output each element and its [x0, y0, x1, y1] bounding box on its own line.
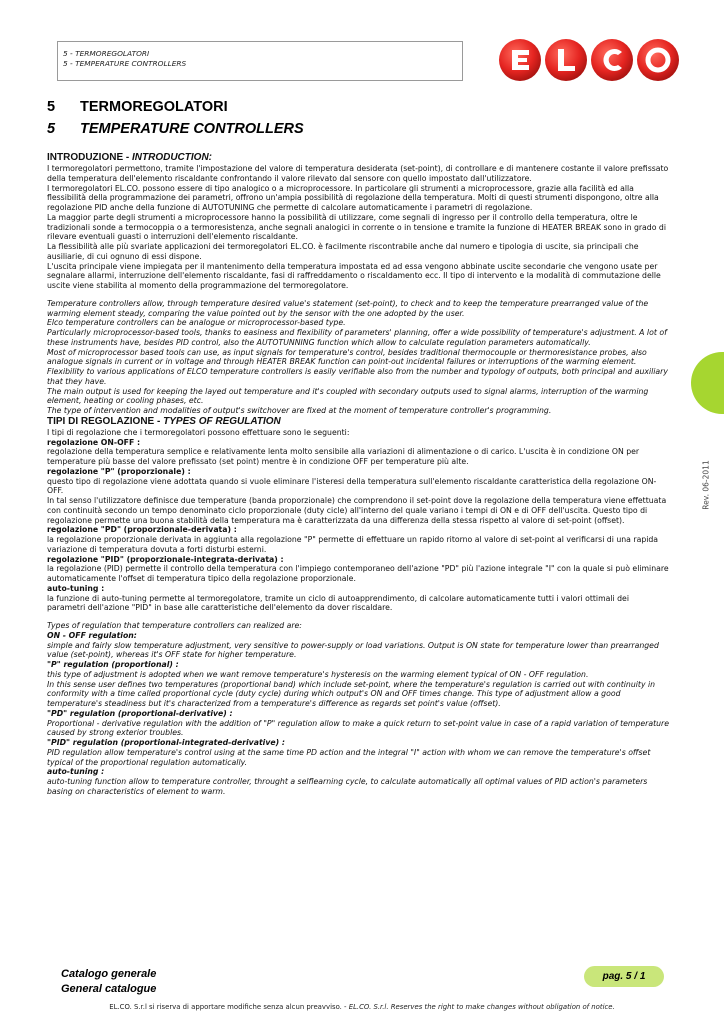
intro-heading-en: INTRODUCTION:: [132, 152, 212, 163]
revision-text: Rev. 06-2011: [701, 460, 711, 510]
regulation-en-item-label: "P" regulation (proportional) :: [47, 660, 179, 669]
footer-catalog-en: General catalogue: [61, 983, 157, 995]
section-title-en-text: TEMPERATURE CONTROLLERS: [80, 121, 304, 137]
intro-it-paragraph: La flessibilità alle più svariate applicazioni dei termoregolatori EL.CO. è facilmente riscontrabile anche dal numero e tipologia di uscite, sia principali che ausiliarie, di cui ognuno di essi dispone.: [47, 242, 639, 261]
intro-heading: [47, 152, 669, 164]
revision-label: [686, 445, 724, 525]
section-number: 5: [47, 99, 56, 115]
section-title-it: [47, 99, 228, 115]
regulation-it-item-text: regolazione della temperatura semplice e relativamente lenta molto sensibile alla variazioni di alimentazione o di carico. L'uscita è in condizione ON per temperature più basse del valore prefissato (set point) mentre è in condizione OFF per temperature più alte.: [47, 447, 640, 466]
intro-en-paragraph: The type of intervention and modalities of output's switchover are fixed at the moment of temperature controller's programming.: [47, 406, 552, 415]
regulation-it-item-text: In tal senso l'utilizzatore definisce due temperature (banda proporzionale) che comprendono il set-point dove la regolazione della temperatura viene effettuata con continuità secondo un tempo denominato ciclo proporzionale (duty cicle) all'interno del quale variano i tempi di ON e di OFF dell'uscita. Questo tipo di regolazione permette una buona stabilità della temperatura ma è caratterizzata da una differenza della stessa rispetto al valore di set-point (offset).: [47, 496, 667, 525]
regulation-en-intro: Types of regulation that temperature controllers can realized are:: [47, 621, 302, 630]
section-title-it-text: TERMOREGOLATORI: [80, 99, 228, 115]
intro-en-text: [47, 299, 669, 416]
intro-en-paragraph: Temperature controllers allow, through temperature desired value's statement (set-point), to check and to keep the temperature prearranged value of the warming element steady, comparing the value pointed out by the sensor with the one adopted by the user.: [47, 298, 649, 318]
intro-en-paragraph: Elco temperature controllers can be analogue or microprocessor-based type.: [47, 318, 346, 328]
intro-heading-it: INTRODUZIONE -: [47, 152, 132, 163]
intro-it-paragraph: I termoregolatori permettono, tramite l'impostazione del valore di temperatura desiderata (set-point), di controllare e di mantenere costante il valore prefissato della temperatura dell'elemento riscaldante confrontando il valore rilevato dal sensore con quello impostato dall'utilizzatore.: [47, 164, 669, 183]
intro-it-text: [47, 164, 669, 291]
logo-letter-l: [545, 39, 587, 81]
logo-letter-e: [499, 39, 541, 81]
regulation-heading: [47, 416, 669, 428]
disclaimer-it: EL.CO. S.r.l si riserva di apportare modifiche senza alcun preavviso. -: [109, 1003, 349, 1011]
regulation-it-item-text: la funzione di auto-tuning permette al termoregolatore, tramite un ciclo di autoapprendimento, di calcolare automaticamente tutti i valori ottimali dei parametri dell'azione "PID" in base alle caratteristiche dell'elemento da dover riscaldare.: [47, 593, 629, 613]
footer-disclaimer: [0, 1003, 724, 1011]
chapter-tab: [691, 352, 724, 414]
regulation-it-item-text: la regolazione proporzionale derivata in aggiunta alla regolazione "P" permette di effettuare un rapido ritorno al valore di set-point al verificarsi di una rapida variazione di temperatura dovuta a forti disturbi esterni.: [47, 535, 659, 554]
regulation-en-item-text: In this sense user defines two temperatures (proportional band) which include set-point, where the temperature's regulation is carried out with continuity in conformity with a time called proportional cycle (duty cycle) during which output's ON and OFF times change. This type of adjustment allow a good temperature's steadiness but it's characterized from a temperature's difference as regards set point's value (offset).: [47, 679, 656, 708]
header-line-it: 5 - TERMOREGOLATORI: [63, 49, 150, 58]
regulation-heading-it: TIPI DI REGOLAZIONE -: [47, 415, 164, 427]
intro-en-paragraph: Most of microprocessor based tools can use, as input signals for temperature's control, besides traditional thermocouple or thermoresistance probes, also analogue signals in current or in voltage and through HEATER BREAK function can point-out incidental failures or interruptions of the warming element.: [47, 347, 647, 367]
regulation-it-item-label: regolazione ON-OFF :: [47, 437, 141, 447]
regulation-it-item-text: la regolazione (PID) permette il controllo della temperatura con l'impiego contemporaneo dell'azione "PD" più l'azione integrale "I" con la quale si può eliminare automaticamente l'offset di temperatura tipico della regolazione proporzionale.: [47, 564, 669, 583]
regulation-en-item-text: PID regulation allow temperature's control using at the same time PD action and the integral "I" action with whom we can remove the temperature's offset typical of the proportional regulation automatically.: [47, 747, 651, 767]
page-number-badge: pag. 5 / 1: [584, 966, 664, 987]
regulation-en-item-text: simple and fairly slow temperature adjustment, very sensitive to power-supply or load variations. Output is ON state for temperature lower than prearranged value (set-point), whereas it's OFF state for higher temperature.: [47, 640, 659, 660]
intro-en-paragraph: Particularly microprocessor-based tools, thanks to easiness and flexibility of parameters' planning, offer a wide possibility of temperature's adjustment. A lot of these instruments have, besides PID control, also the AUTOTUNNING function which allow to calculate regulation parameters automatically.: [47, 328, 667, 347]
intro-en-paragraph: The main output is used for keeping the layed out temperature and it's coupled with secondary outputs used to signal alarms, interruption of the warming element, heating or cooling phases, etc.: [47, 386, 649, 406]
intro-it-paragraph: La maggior parte degli strumenti a microprocessore hanno la possibilità di utilizzare, come segnali di ingresso per il controllo della temperatura, oltre le tradizionali sonde a termocoppia o a termoresistenza, anche segnali analogici in corrente o in tensione e tramite la funzione di HEATER BREAK sono in grado di rilevare eventuali guasti o interruzioni dell'elemento riscaldante.: [47, 212, 667, 242]
regulation-en-item-label: auto-tuning :: [47, 767, 105, 777]
regulation-heading-en: TYPES OF REGULATION: [163, 415, 281, 427]
regulation-it-list: [47, 438, 669, 614]
regulation-en-item-label: "PID" regulation (proportional-integrated-derivative) :: [47, 738, 285, 747]
regulation-en-item-text: auto-tuning function allow to temperature controller, throught a selflearning cycle, to calculate automatically all optimal values of PID action's parameters basing on characteristics of element to warm.: [47, 777, 648, 796]
intro-it-paragraph: L'uscita principale viene impiegata per il mantenimento della temperatura impostata ed ad essa vengono abbinate uscite secondarie che vengono usate per segnalare allarmi, interruzione dell'elemento riscaldante, fasi di raffreddamento o riscaldamento ecc. Il tipo di intervento e la modalità di commutazione delle uscite viene stabilita al momento della programmazione del termoregolatore.: [47, 261, 661, 290]
regulation-it-intro: I tipi di regolazione che i termoregolatori possono effettuare sono le seguenti:: [47, 427, 350, 437]
section-title-en: [47, 121, 304, 137]
regulation-it-item-text: questo tipo di regolazione viene adottata quando si vuole eliminare l'isteresi della temperatura sull'elemento riscaldante caratteristica della regolazione ON-OFF.: [47, 476, 657, 496]
regulation-en-item-label: "PD" regulation (proportional-derivative) :: [47, 708, 233, 718]
section-number-en: 5: [47, 121, 56, 137]
regulation-it-item-label: regolazione "PID" (proporzionale-integrata-derivata) :: [47, 554, 284, 564]
regulation-it-item-label: regolazione "P" (proporzionale) :: [47, 466, 191, 476]
disclaimer-en: EL.CO. S.r.l. Reserves the right to make changes without obligation of notice.: [348, 1003, 615, 1011]
header-box: [57, 41, 463, 81]
footer-catalog: [61, 967, 156, 997]
regulation-it-item-label: auto-tuning :: [47, 583, 105, 593]
header-line-en: 5 - TEMPERATURE CONTROLLERS: [63, 59, 187, 68]
body-content: [47, 152, 669, 797]
regulation-en-item-text: Proportional - derivative regulation with the addition of "P" regulation allow to make a quick return to set-point value in case of a rapid variation of temperature caused by strong exterior troubles.: [47, 718, 670, 738]
regulation-it-item-label: regolazione "PD" (proporzionale-derivata) :: [47, 525, 237, 535]
footer-catalog-it: Catalogo generale: [61, 968, 157, 980]
regulation-en-list: [47, 631, 669, 797]
logo-letter-c: [591, 39, 633, 81]
intro-it-paragraph: I termoregolatori EL.CO. possono essere di tipo analogico o a microprocessore. In particolare gli strumenti a microprocessore, grazie alla facilità ed alla flessibilità della programmazione dei parametri, offrono un'ampia possibilità di regolazione della temperatura. Molti di questi strumenti dispongono, oltre alla regolazione PID anche della funzione di AUTOTUNING che permette di calcolare automaticamente i parametri di regolazione.: [47, 183, 659, 212]
regulation-en-item-label: ON - OFF regulation:: [47, 630, 137, 640]
logo-letter-o: [637, 39, 679, 81]
intro-en-paragraph: Flexibility to various applications of ELCO temperature controllers is easily verifiable also from the number and typology of outputs, both principal and auxiliary that they have.: [47, 367, 668, 386]
elco-logo: [498, 36, 682, 84]
regulation-en-item-text: this type of adjustment is adopted when we want remove temperature's hysteresis on the warming element typical of ON - OFF regulation.: [47, 669, 589, 679]
